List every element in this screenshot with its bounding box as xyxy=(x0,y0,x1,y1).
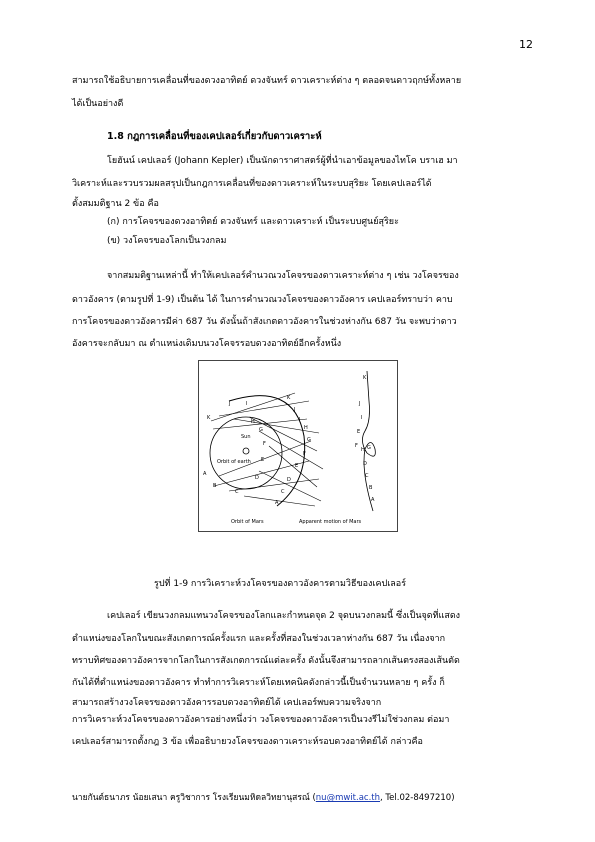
para1-line-1: โยฮันน์ เคปเลอร์ (Johann Kepler) เป็นนักดาราศาสตร์ผู้ที่นำเอาข้อมูลของไทโค บราเฮ มา xyxy=(107,156,458,166)
para3-line-5: สามารถสร้างวงโคจรของดาวอังคารรอบดวงอาทิตย์ได้ เคปเลอร์พบความจริงจาก xyxy=(72,698,382,708)
svg-text:C: C xyxy=(281,489,285,495)
para3-line-4: กันได้ที่ตำแหน่งของดาวอังคาร ทำทำการวิเคราะห์โดยเทคนิคดังกล่าวนี้เป็นจำนวนหลาย ๆ ครั้ง ก็ xyxy=(72,678,445,688)
mars-orbit-diagram xyxy=(199,361,397,531)
svg-text:C: C xyxy=(365,473,369,479)
footer-text-after: , Tel.02-8497210) xyxy=(380,793,455,803)
svg-text:E: E xyxy=(357,429,361,435)
svg-text:D: D xyxy=(287,477,291,483)
svg-text:D: D xyxy=(363,461,367,467)
para3-line-1: เคปเลอร์ เขียนวงกลมแทนวงโคจรของโลกและกำหนดจุด 2 จุดบนวงกลมนี้ ซึ่งเป็นจุดที่แสดง xyxy=(107,611,461,621)
svg-text:H: H xyxy=(251,419,255,425)
apparent-motion-label: Apparent motion of Mars xyxy=(299,519,362,525)
svg-text:F: F xyxy=(303,451,306,457)
svg-text:K: K xyxy=(287,395,291,401)
section-title: 1.8 กฎการเคลื่อนที่ของเคปเลอร์เกี่ยวกับดาวเคราะห์ xyxy=(107,131,322,142)
svg-text:G: G xyxy=(367,445,371,451)
svg-text:A: A xyxy=(371,497,375,503)
para3-line-2: ตำแหน่งของโลกในขณะสังเกตการณ์ครั้งแรก และครั้งที่สองในช่วงเวลาห่างกัน 687 วัน เนื่องจาก xyxy=(72,634,446,644)
hypothesis-a: (ก) การโคจรของดวงอาทิตย์ ดวงจันทร์ และดาวเคราะห์ เป็นระบบศูนย์สุริยะ xyxy=(107,217,399,227)
orbit-earth-label: Orbit of earth xyxy=(217,459,251,465)
para2-line-2: ดาวอังคาร (ตามรูปที่ 1-9) เป็นต้น ได้ ในการคำนวณวงโคจรของดาวอังคาร เคปเลอร์ทราบว่า คาบ xyxy=(72,295,453,305)
svg-text:J: J xyxy=(229,401,231,407)
para3-line-7: เคปเลอร์สามารถตั้งกฎ 3 ข้อ เพื่ออธิบายวงโคจรของดาวเคราะห์รอบดวงอาทิตย์ได้ กล่าวคือ xyxy=(72,737,423,747)
svg-text:J: J xyxy=(359,401,361,407)
svg-text:G: G xyxy=(259,427,263,433)
svg-text:F: F xyxy=(355,443,358,449)
para2-line-4: อังคารจะกลับมา ณ ตำแหน่งเดิมบนวงโคจรรอบดวงอาทิตย์อีกครั้งหนึ่ง xyxy=(72,339,342,349)
figure-mars-orbit xyxy=(198,360,398,532)
intro-line-1: สามารถใช้อธิบายการเคลื่อนที่ของดวงอาทิตย์ ดวงจันทร์ ดาวเคราะห์ต่าง ๆ ตลอดจนดาวฤกษ์ทั้งหลาย xyxy=(72,76,462,86)
svg-text:H: H xyxy=(361,447,365,453)
svg-text:G: G xyxy=(307,437,311,443)
svg-text:I: I xyxy=(361,415,363,421)
svg-text:I: I xyxy=(299,417,301,423)
orbit-mars-label: Orbit of Mars xyxy=(231,519,264,525)
page-number: 12 xyxy=(519,38,533,51)
svg-text:F: F xyxy=(263,441,266,447)
svg-text:K: K xyxy=(363,375,367,381)
para1-line-2: วิเคราะห์และรวบรวมผลสรุปเป็นกฎการเคลื่อนที่ของดาวเคราะห์ในระบบสุริยะ โดยเคปเลอร์ได้ xyxy=(72,179,432,189)
svg-text:D: D xyxy=(255,475,259,481)
figure-caption: รูปที่ 1-9 การวิเคราะห์วงโคจรของดาวอังคารตามวิธีของเคปเลอร์ xyxy=(154,579,407,589)
svg-text:B: B xyxy=(369,485,373,491)
para2-line-1: จากสมมติฐานเหล่านี้ ทำให้เคปเลอร์คำนวณวงโคจรของดาวเคราะห์ต่าง ๆ เช่น วงโคจรของ xyxy=(107,271,459,281)
para1-line-3: ตั้งสมมติฐาน 2 ข้อ คือ xyxy=(72,199,159,209)
hypothesis-b: (ข) วงโคจรของโลกเป็นวงกลม xyxy=(107,236,227,246)
svg-text:E: E xyxy=(261,457,265,463)
svg-text:A: A xyxy=(203,471,207,477)
svg-text:B: B xyxy=(213,483,217,489)
sun-icon xyxy=(243,448,249,454)
intro-line-2: ได้เป็นอย่างดี xyxy=(72,99,124,109)
footer-email-link[interactable]: nu@mwit.ac.th xyxy=(315,793,381,803)
footer xyxy=(72,792,455,804)
para2-line-3: การโคจรของดาวอังคารมีค่า 687 วัน ดังนั้นถ้าสังเกตดาวอังคารในช่วงห่างกัน 687 วัน จะพบว่าดาว xyxy=(72,317,457,327)
para3-line-6: การวิเคราะห์วงโคจรของดาวอังคารอย่างหนึ่งว่า วงโคจรของดาวอังคารเป็นวงรีไม่ใช่วงกลม ต่อมา xyxy=(72,715,450,725)
footer-text-before: นายกันต์ธนาภร น้อยเสนา ครูวิชาการ โรงเรียนมหิดลวิทยานุสรณ์ ( xyxy=(72,793,316,803)
svg-text:A: A xyxy=(275,500,279,506)
svg-text:C: C xyxy=(235,489,239,495)
svg-text:J: J xyxy=(294,407,296,413)
svg-text:I: I xyxy=(246,401,248,407)
svg-text:H: H xyxy=(304,425,308,431)
svg-text:K: K xyxy=(207,415,211,421)
para3-line-3: ทราบทิศของดาวอังคารจากโลกในการสังเกตการณ์แต่ละครั้ง ดังนั้นจึงสามารถลากเส้นตรงสองเส้นตัด xyxy=(72,656,460,666)
svg-text:E: E xyxy=(295,463,299,469)
sun-label: Sun xyxy=(241,434,251,440)
